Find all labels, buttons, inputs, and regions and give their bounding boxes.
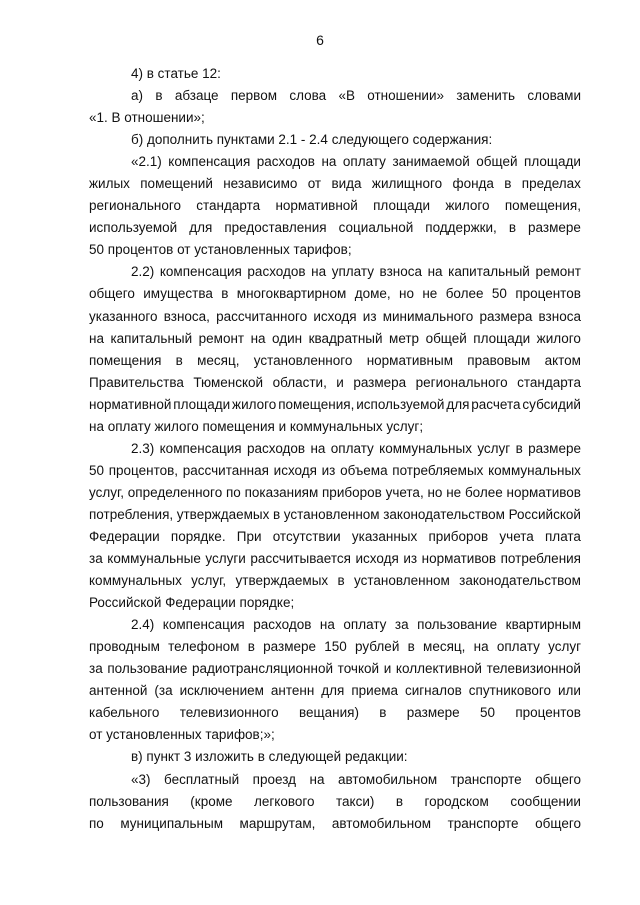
word: от — [307, 176, 322, 192]
word: установленного — [253, 352, 353, 368]
word: расходов — [246, 440, 306, 456]
word: вида — [331, 176, 362, 192]
word: исключением — [179, 683, 264, 699]
text-line — [89, 85, 581, 107]
word: площади — [524, 154, 581, 170]
word: помещения, — [278, 396, 355, 412]
word: в — [337, 573, 345, 589]
word: объема — [340, 462, 388, 478]
word: более — [464, 484, 503, 500]
word: регионального — [415, 374, 508, 390]
text-line: на оплату жилого помещения и коммунальных услуг; — [89, 418, 424, 434]
word: на — [250, 330, 266, 346]
word: исходя — [355, 551, 399, 567]
word: взноса — [538, 308, 581, 324]
text-line — [89, 173, 581, 195]
text-line — [89, 813, 581, 835]
word: спутникового — [468, 683, 552, 699]
word: площади — [373, 198, 431, 214]
text-line — [89, 680, 581, 702]
word: актом — [544, 352, 581, 368]
word: словами — [527, 88, 581, 104]
word: на — [311, 264, 327, 280]
word: телевизионной — [486, 661, 581, 677]
word: проезд — [252, 771, 296, 787]
word: утверждаемых — [235, 573, 329, 589]
word: порядке. — [170, 528, 226, 544]
text-line — [89, 283, 581, 305]
word: квадратный — [308, 330, 383, 346]
word: на — [89, 330, 104, 346]
word: в — [407, 639, 415, 655]
text-line — [89, 614, 581, 636]
word: 50 — [491, 286, 507, 302]
word: «2.1) — [131, 154, 162, 170]
word: автомобильном — [331, 815, 432, 831]
word: процентов, — [108, 462, 179, 478]
word: на — [473, 639, 489, 655]
word: на — [319, 617, 335, 633]
word: нормативным — [366, 352, 453, 368]
word: услуги — [205, 551, 246, 567]
text-line — [89, 151, 581, 173]
word: из — [403, 551, 418, 567]
text-line — [89, 658, 581, 680]
text-line — [89, 261, 581, 283]
word: рассчитывается — [250, 551, 351, 567]
text-line — [89, 548, 581, 570]
word: размере — [406, 705, 460, 721]
word: 2.3) — [131, 440, 155, 456]
word: в — [221, 286, 229, 302]
word: жилых — [89, 176, 130, 192]
word: услуг, — [89, 484, 125, 500]
text-line: от установленных тарифов;»; — [89, 727, 275, 743]
word: вещания) — [299, 705, 359, 721]
word: указанного — [89, 308, 158, 324]
word: муниципальным — [120, 815, 223, 831]
text-line — [89, 460, 581, 482]
word: компенсация — [159, 440, 242, 456]
word: антенной — [89, 683, 148, 699]
word: сообщении — [510, 793, 581, 809]
word: нормативов — [421, 551, 497, 567]
word: проводным — [89, 639, 160, 655]
word: для — [321, 683, 345, 699]
word: городском — [424, 793, 489, 809]
word: помещения, — [504, 198, 581, 214]
word: расходов — [247, 264, 306, 280]
word: поддержки, — [425, 220, 497, 236]
word: точкой — [337, 661, 380, 677]
word: коммунальные — [107, 551, 201, 567]
word: в — [379, 705, 387, 721]
word: сигналов — [404, 683, 462, 699]
word: законодательством — [383, 506, 505, 522]
word: из — [321, 462, 336, 478]
text-line — [89, 504, 581, 526]
word: нормативной — [89, 396, 172, 412]
word: пределах — [521, 176, 581, 192]
word: такси) — [336, 793, 375, 809]
word: 150 — [324, 639, 347, 655]
word: рассчитанная — [182, 462, 269, 478]
word: и — [383, 661, 392, 677]
word: общей — [476, 154, 518, 170]
word: телевизионного — [179, 705, 279, 721]
text-line — [89, 570, 581, 592]
word: месяц, — [423, 639, 466, 655]
word: жилого — [232, 396, 277, 412]
text-line — [89, 394, 581, 416]
word: нормативов — [506, 484, 581, 500]
word: рублей — [355, 639, 400, 655]
word: услуг — [477, 440, 511, 456]
word: имущества — [143, 286, 213, 302]
word: в — [273, 506, 281, 522]
word: потребляемых — [392, 462, 484, 478]
word: компенсация — [168, 154, 251, 170]
word: учета, — [385, 484, 424, 500]
word: услуг — [548, 639, 581, 655]
word: легкового — [253, 793, 315, 809]
word: показаниям — [244, 484, 319, 500]
word: размера — [479, 308, 533, 324]
word: взноса, — [163, 308, 210, 324]
word: уплату — [331, 264, 374, 280]
page-number: 6 — [316, 32, 324, 48]
word: радиотрансляционной — [192, 661, 334, 677]
text-line — [89, 328, 581, 350]
word: 50 — [89, 462, 105, 478]
word: ремонт — [535, 264, 581, 280]
word: телефоном — [168, 639, 240, 655]
word: для — [189, 220, 213, 236]
word: занимаемой — [392, 154, 470, 170]
text-line: в) пункт 3 изложить в следующей редакции: — [131, 749, 408, 765]
text-line: «1. В отношении»; — [89, 110, 205, 126]
word: из — [362, 308, 377, 324]
word: общей — [425, 330, 467, 346]
word: транспорте — [450, 771, 522, 787]
word: месяц, — [197, 352, 240, 368]
word: коммунальных — [89, 573, 182, 589]
word: за — [89, 551, 103, 567]
text-line: б) дополнить пунктами 2.1 - 2.4 следующего содержания: — [131, 132, 493, 148]
text-line: 50 процентов от установленных тарифов; — [89, 242, 352, 258]
word: на — [427, 264, 443, 280]
word: используемой — [356, 396, 445, 412]
word: по — [89, 815, 104, 831]
word: «3) — [131, 771, 151, 787]
word: площади — [473, 330, 531, 346]
word: в — [155, 88, 163, 104]
word: приема — [351, 683, 398, 699]
word: отсутствии — [272, 528, 341, 544]
word: установленном — [283, 506, 380, 522]
word: капитальный — [448, 264, 530, 280]
text-line — [89, 702, 581, 724]
text-line — [89, 526, 581, 548]
word: и — [336, 374, 344, 390]
word: один — [272, 330, 303, 346]
word: на — [321, 154, 337, 170]
word: антенн — [270, 683, 315, 699]
word: компенсация — [159, 264, 242, 280]
word: оплату — [342, 154, 386, 170]
word: многоквартирном — [236, 286, 347, 302]
word: области, — [272, 374, 327, 390]
word: общего — [89, 286, 135, 302]
word: потребления, — [89, 506, 174, 522]
word: в — [247, 639, 255, 655]
word: на — [310, 440, 326, 456]
word: оплату — [343, 617, 387, 633]
word: не — [422, 286, 438, 302]
text-line — [89, 636, 581, 658]
word: слова — [289, 88, 327, 104]
word: в — [504, 176, 512, 192]
word: за — [89, 661, 103, 677]
word: утверждаемых — [176, 506, 270, 522]
word: по — [225, 484, 241, 500]
word: первом — [230, 88, 277, 104]
word: взноса — [379, 264, 422, 280]
word: (за — [154, 683, 173, 699]
word: бесплатный — [164, 771, 240, 787]
word: жилого — [445, 198, 490, 214]
word: Правительства — [89, 374, 184, 390]
word: социальной — [338, 220, 414, 236]
word: (кроме — [190, 793, 233, 809]
word: размере — [528, 440, 581, 456]
text-line — [89, 217, 581, 239]
word: Тюменской — [193, 374, 264, 390]
word: услуг, — [191, 573, 227, 589]
word: предоставления — [224, 220, 327, 236]
word: оплату — [496, 639, 540, 655]
word: стандарта — [517, 374, 581, 390]
text-line — [89, 372, 581, 394]
word: в — [175, 352, 183, 368]
text-line: Российской Федерации порядке; — [89, 595, 295, 611]
text-line: 4) в статье 12: — [131, 66, 221, 81]
word: пользования — [89, 793, 169, 809]
word: а) — [131, 88, 144, 104]
word: фонда — [452, 176, 494, 192]
word: регионального — [89, 198, 181, 214]
word: указанных — [351, 528, 418, 544]
word: приборов — [322, 484, 382, 500]
word: расходов — [253, 617, 312, 633]
word: учета — [499, 528, 534, 544]
word: общего — [535, 771, 581, 787]
word: стандарта — [196, 198, 261, 214]
word: размера — [353, 374, 407, 390]
word: площади — [173, 396, 231, 412]
word: в — [395, 793, 404, 809]
word: плата — [545, 528, 581, 544]
word: заменить — [456, 88, 516, 104]
text-line — [89, 438, 581, 460]
word: общего — [535, 815, 581, 831]
word: абзаце — [174, 88, 219, 104]
word: независимо — [223, 176, 298, 192]
word: или — [557, 683, 581, 699]
word: помещений — [140, 176, 213, 192]
word: компенсация — [162, 617, 245, 633]
word: нормативной — [275, 198, 358, 214]
text-line — [89, 306, 581, 328]
word: за — [394, 617, 409, 633]
word: установленном — [354, 573, 450, 589]
text-line — [89, 482, 581, 504]
word: помещения — [89, 352, 162, 368]
word: отношении» — [367, 88, 445, 104]
word: ремонт — [198, 330, 245, 346]
word: Российской — [508, 506, 581, 522]
document-body — [89, 63, 581, 835]
word: доме, — [354, 286, 391, 302]
word: При — [236, 528, 262, 544]
word: расчета — [471, 396, 521, 412]
word: пользование — [417, 617, 498, 633]
text-line — [89, 769, 581, 791]
word: квартирным — [505, 617, 581, 633]
word: коммунальных — [488, 462, 581, 478]
word: 50 — [480, 705, 496, 721]
word: процентов — [515, 286, 581, 302]
word: в — [508, 220, 517, 236]
word: на — [309, 771, 325, 787]
word: рассчитанного — [216, 308, 308, 324]
word: оплату — [330, 440, 374, 456]
word: кабельного — [89, 705, 160, 721]
word: 2.4) — [131, 617, 155, 633]
word: но — [399, 286, 414, 302]
word: в — [515, 440, 523, 456]
word: метр — [389, 330, 420, 346]
word: потребления — [500, 551, 581, 567]
text-line — [89, 791, 581, 813]
word: законодательством — [459, 573, 581, 589]
word: коллективной — [395, 661, 482, 677]
word: более — [445, 286, 484, 302]
word: субсидий — [522, 396, 581, 412]
word: жилищного — [371, 176, 443, 192]
word: коммунальных — [379, 440, 472, 456]
word: приборов — [428, 528, 489, 544]
word: Федерации — [89, 528, 160, 544]
word: расходов — [256, 154, 315, 170]
word: пользование — [107, 661, 188, 677]
word: но — [427, 484, 443, 500]
word: исходя — [273, 462, 317, 478]
word: жилого — [536, 330, 581, 346]
text-line — [89, 350, 581, 372]
word: капитальный — [110, 330, 193, 346]
word: правовым — [467, 352, 531, 368]
word: транспорте — [447, 815, 519, 831]
word: минимального — [382, 308, 474, 324]
word: размере — [528, 220, 581, 236]
text-line — [89, 195, 581, 217]
word: исходя — [313, 308, 357, 324]
word: используемой — [89, 220, 178, 236]
word: определенного — [127, 484, 223, 500]
word: не — [446, 484, 462, 500]
word: «В — [338, 88, 355, 104]
word: процентов — [515, 705, 581, 721]
word: размере — [263, 639, 317, 655]
word: автомобильном — [337, 771, 438, 787]
word: маршрутам, — [239, 815, 316, 831]
word: для — [446, 396, 470, 412]
word: 2.2) — [131, 264, 155, 280]
